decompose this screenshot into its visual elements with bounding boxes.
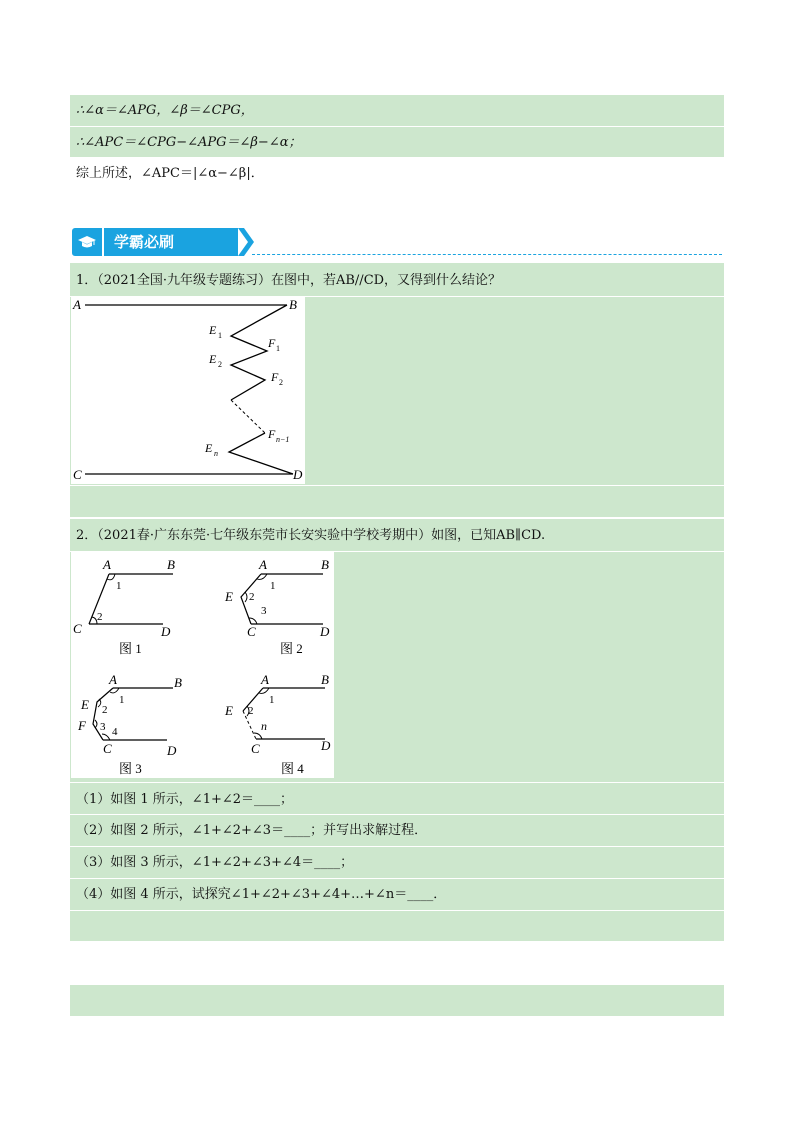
- q2-sub1: （1）如图 1 所示，∠1+∠2＝____；: [76, 792, 294, 807]
- label-A: A: [73, 297, 81, 312]
- solution-line-1: ∴∠α＝∠APG，∠β＝∠CPG，: [76, 103, 254, 118]
- fig4-label-E: E: [225, 703, 233, 718]
- fig4-angle-1: 1: [269, 694, 275, 706]
- fig2-label-C: C: [247, 624, 256, 639]
- fig2-label-B: B: [321, 557, 329, 572]
- label-En-sub: n: [214, 449, 218, 458]
- fig1-label-C: C: [73, 621, 82, 636]
- q1-divider-2: [70, 485, 724, 486]
- fig3-label-D: D: [167, 743, 177, 758]
- q2-figures: [71, 552, 334, 778]
- q2-sub4: （4）如图 4 所示，试探究∠1+∠2+∠3+∠4+…+∠n＝____．: [76, 887, 447, 902]
- fig1-label-D: D: [161, 624, 171, 639]
- section-title: 学霸必刷: [104, 228, 238, 256]
- fig2-angle-3: 3: [261, 605, 267, 617]
- chevron-right-icon: [238, 228, 254, 256]
- q2-divider-2: [70, 782, 724, 783]
- label-E1: E: [209, 323, 217, 337]
- fig3-angle-2: 2: [102, 704, 108, 716]
- fig4-caption: 图 4: [281, 761, 304, 776]
- q1-text: 1．（2021全国·九年级专题练习）在图中，若AB//CD，又得到什么结论？: [76, 273, 502, 288]
- fig1-angle-1: 1: [116, 580, 122, 592]
- label-F1: F: [268, 336, 276, 350]
- section-header: [72, 228, 722, 258]
- fig2-caption: 图 2: [280, 641, 303, 656]
- fig3-label-B: B: [174, 675, 182, 690]
- fig2-angle-1: 1: [270, 580, 276, 592]
- q2-divider-3: [70, 814, 724, 815]
- fig1-label-A: A: [103, 557, 111, 572]
- fig3-label-F: F: [78, 718, 86, 733]
- q2-divider-4: [70, 846, 724, 847]
- fig3-angle-3: 3: [100, 721, 106, 733]
- fig4-label-C: C: [251, 741, 260, 756]
- fig3-angle-4: 4: [112, 726, 118, 738]
- label-D: D: [293, 467, 303, 482]
- fig3-label-E: E: [81, 697, 89, 712]
- label-F1-sub: 1: [276, 344, 280, 353]
- fig4-label-B: B: [321, 672, 329, 687]
- fig1-angle-2: 2: [97, 611, 103, 623]
- label-F2: F: [271, 370, 279, 384]
- q2-sub2: （2）如图 2 所示，∠1+∠2+∠3＝____；并写出求解过程．: [76, 823, 428, 838]
- label-En: E: [205, 441, 213, 455]
- label-E2-sub: 2: [218, 360, 222, 369]
- fig4-angle-n: n: [261, 719, 267, 733]
- solution-line-2: ∴∠APC＝∠CPG−∠APG＝∠β−∠α；: [76, 135, 302, 150]
- label-F2-sub: 2: [279, 378, 283, 387]
- fig4-label-A: A: [261, 672, 269, 687]
- q2-sub3: （3）如图 3 所示，∠1+∠2+∠3+∠4＝____；: [76, 855, 354, 870]
- empty-answer-band: [70, 985, 724, 1017]
- fig2-label-E: E: [225, 589, 233, 604]
- label-B: B: [289, 297, 297, 312]
- q1-figure: [71, 296, 305, 484]
- header-divider: [252, 254, 722, 255]
- label-E2: E: [209, 352, 217, 366]
- fig2-angle-2: 2: [249, 591, 255, 603]
- q2-divider-6: [70, 910, 724, 911]
- fig1-caption: 图 1: [119, 641, 142, 656]
- fig2-label-D: D: [320, 624, 330, 639]
- fig1-label-B: B: [167, 557, 175, 572]
- fig4-label-D: D: [321, 738, 331, 753]
- label-Fn-sub: n−1: [276, 435, 290, 444]
- solution-conclusion: 综上所述，∠APC＝|∠α−∠β|．: [76, 166, 264, 181]
- q2-text: 2．（2021春·广东东莞·七年级东莞市长安实验中学校考期中）如图，已知AB∥CD.: [76, 528, 546, 543]
- fig3-label-C: C: [103, 741, 112, 756]
- fig2-label-A: A: [259, 557, 267, 572]
- label-E1-sub: 1: [218, 331, 222, 340]
- fig3-label-A: A: [109, 672, 117, 687]
- fig3-angle-1: 1: [119, 694, 125, 706]
- label-Fn: F: [268, 427, 276, 441]
- graduation-cap-icon: [72, 228, 102, 256]
- label-C: C: [73, 467, 82, 482]
- fig4-angle-2: 2: [248, 705, 254, 717]
- q2-divider-5: [70, 878, 724, 879]
- fig3-caption: 图 3: [119, 761, 142, 776]
